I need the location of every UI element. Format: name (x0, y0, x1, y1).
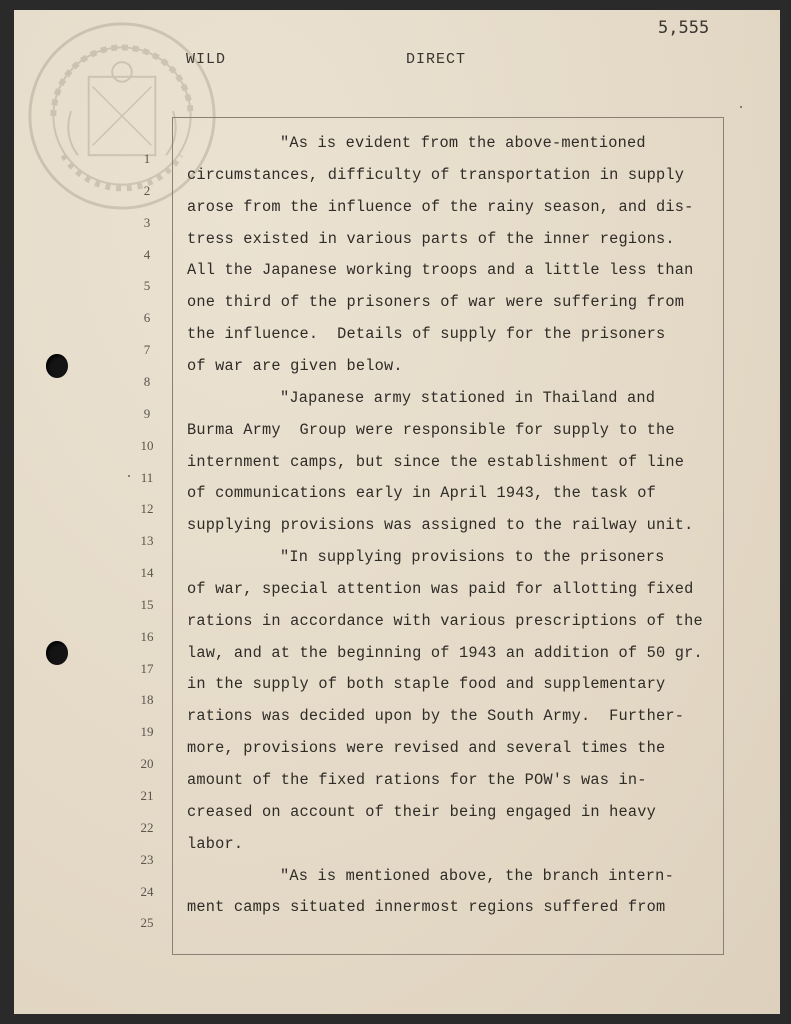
transcript-line: amount of the fixed rations for the POW's was in- (187, 771, 647, 789)
transcript-line: "As is mentioned above, the branch intern- (280, 866, 674, 885)
line-number: 16 (140, 628, 154, 644)
transcript-line: of war, special attention was paid for allotting fixed (187, 579, 694, 598)
line-number: 7 (143, 342, 151, 358)
examination-header: DIRECT (406, 51, 467, 68)
line-number: 23 (140, 851, 154, 867)
line-number: 4 (143, 246, 151, 262)
line-number: 17 (140, 660, 154, 676)
punch-hole (46, 641, 68, 665)
line-number: 24 (140, 883, 154, 899)
line-number: 2 (143, 182, 151, 198)
line-number: 10 (140, 437, 154, 453)
line-number: 11 (140, 469, 154, 485)
line-number: 8 (143, 373, 151, 389)
transcript-line: law, and at the beginning of 1943 an addition of 50 gr. (187, 643, 703, 662)
line-number: 20 (140, 756, 154, 772)
paper-speck (128, 475, 130, 477)
transcript-line: "As is evident from the above-mentioned (280, 134, 646, 152)
page-number: 5,555 (658, 18, 710, 38)
line-number: 13 (140, 533, 154, 549)
line-number: 25 (140, 915, 154, 931)
transcript-text-frame (172, 117, 724, 955)
transcript-line: one third of the prisoners of war were suffering from (187, 293, 685, 312)
document-page (14, 10, 780, 1014)
transcript-line: more, provisions were revised and several times the (187, 739, 666, 758)
line-number: 9 (143, 405, 151, 421)
transcript-line: supplying provisions was assigned to the railway unit. (187, 516, 694, 535)
transcript-line: arose from the influence of the rainy season, and dis- (187, 197, 694, 216)
transcript-line: rations in accordance with various prescriptions of the (187, 611, 703, 630)
transcript-line: the influence. Details of supply for the prisoners (187, 325, 666, 344)
transcript-line: labor. (187, 834, 244, 853)
line-number: 3 (143, 214, 151, 230)
transcript-line: Burma Army Group were responsible for supply to the (187, 420, 675, 439)
transcript-line: All the Japanese working troops and a little less than (187, 261, 694, 280)
transcript-line: rations was decided upon by the South Army. Further- (187, 707, 685, 726)
line-number: 22 (140, 819, 154, 835)
witness-header: WILD (186, 51, 227, 68)
line-number: 15 (140, 596, 154, 612)
transcript-line: circumstances, difficulty of transportation in supply (187, 165, 685, 184)
transcript-line: in the supply of both staple food and supplementary (187, 675, 666, 694)
transcript-line: tress existed in various parts of the inner regions. (187, 229, 675, 248)
transcript-line: of communications early in April 1943, the task of (187, 484, 656, 503)
line-number: 1 (143, 151, 151, 166)
transcript-line: "Japanese army stationed in Thailand and (280, 388, 656, 407)
transcript-line: creased on account of their being engaged in heavy (187, 802, 656, 821)
transcript-line: internment camps, but since the establishment of line (187, 452, 685, 471)
line-number: 5 (143, 278, 151, 294)
line-number: 18 (140, 692, 154, 708)
line-number: 21 (140, 788, 154, 803)
line-number: 6 (143, 310, 151, 326)
paper-speck (740, 106, 742, 108)
line-number: 12 (140, 501, 154, 517)
transcript-line: of war are given below. (187, 356, 403, 375)
line-number: 19 (140, 724, 154, 740)
transcript-line: "In supplying provisions to the prisoners (280, 548, 665, 567)
punch-hole (46, 354, 68, 378)
transcript-line: ment camps situated innermost regions suffered from (187, 898, 666, 917)
line-number: 14 (140, 565, 154, 581)
